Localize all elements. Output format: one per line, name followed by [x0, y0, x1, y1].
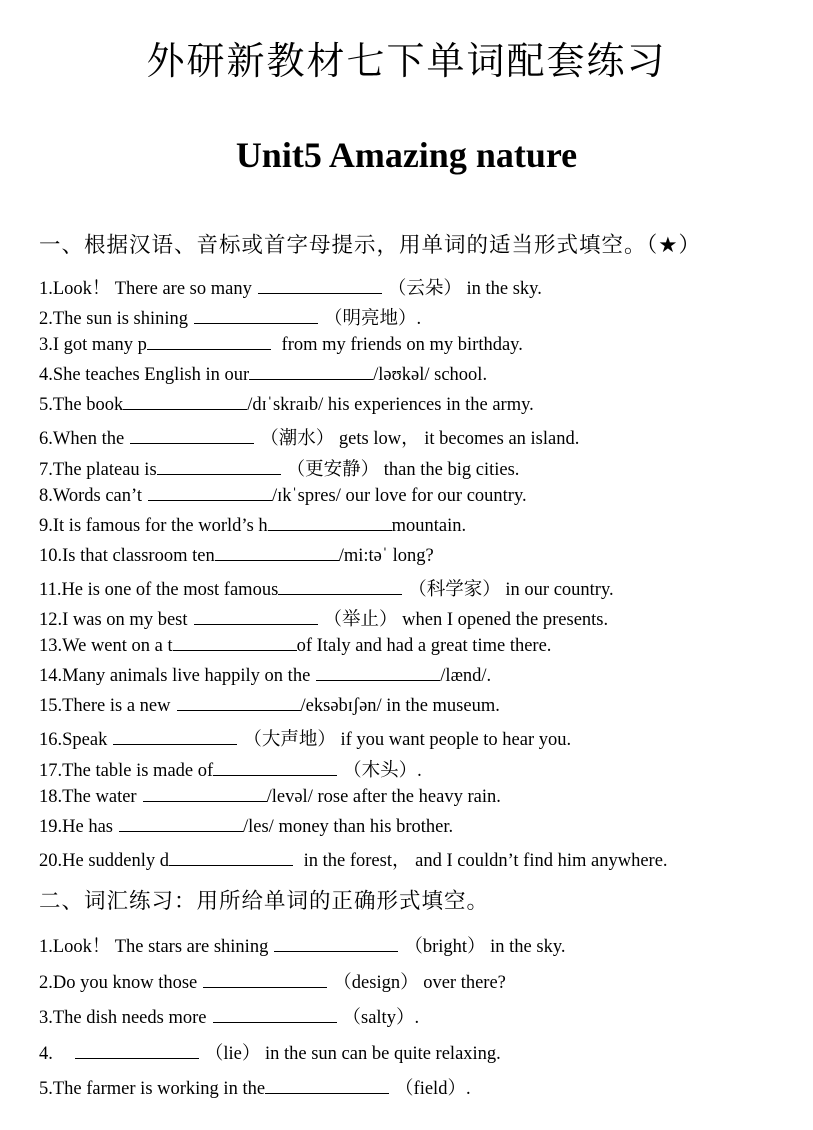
answer-blank[interactable] — [265, 1078, 389, 1094]
question-hint: /lænd/. — [440, 666, 492, 687]
question-hint: （design） over there? — [333, 972, 506, 993]
answer-blank[interactable] — [130, 428, 254, 444]
question-text: 1.Look！ The stars are shining — [39, 937, 269, 957]
answer-blank[interactable] — [194, 609, 318, 625]
answer-blank[interactable] — [249, 364, 373, 380]
answer-blank[interactable] — [258, 278, 382, 294]
question-hint: /les/ money than his brother. — [242, 816, 454, 837]
question-hint: /eksəbɪʃən/ in the museum. — [300, 696, 500, 717]
question-hint: /levəl/ rose after the heavy rain. — [266, 786, 501, 807]
question-text: 16.Speak — [39, 730, 108, 751]
question-item — [39, 334, 668, 364]
question-item — [39, 1074, 566, 1110]
question-hint: （科学家） in our country. — [408, 579, 614, 600]
page-title: 外研新教材七下单词配套练习 — [146, 39, 667, 83]
question-hint: in the forest， and I couldn’t find him anywhere. — [299, 850, 668, 871]
answer-blank[interactable] — [203, 972, 327, 988]
question-item — [39, 394, 668, 424]
question-item — [39, 515, 668, 545]
question-hint: （明亮地）. — [324, 309, 422, 330]
question-text: 1.Look！ There are so many — [39, 279, 252, 299]
question-text: 20.He suddenly d — [39, 850, 169, 871]
answer-blank[interactable] — [274, 936, 398, 952]
answer-blank[interactable] — [213, 760, 337, 776]
answer-blank[interactable] — [278, 579, 402, 595]
question-hint: of Italy and had a great time there. — [296, 636, 552, 657]
answer-blank[interactable] — [268, 515, 392, 531]
answer-blank[interactable] — [177, 695, 301, 711]
question-text: 6.When the — [39, 429, 125, 450]
question-hint: /ləʊkəl/ school. — [373, 365, 488, 386]
question-text: 7.The plateau is — [39, 459, 157, 480]
answer-blank[interactable] — [215, 545, 339, 561]
question-hint: （更安静） than the big cities. — [286, 459, 520, 480]
question-item — [39, 786, 668, 816]
question-item — [39, 575, 668, 605]
answer-blank[interactable] — [113, 729, 237, 745]
question-text: 13.We went on a t — [39, 636, 173, 657]
question-text: 18.The water — [39, 786, 137, 807]
answer-blank[interactable] — [213, 1007, 337, 1023]
answer-blank[interactable] — [148, 485, 272, 501]
question-item — [39, 1003, 566, 1039]
answer-blank[interactable] — [123, 394, 247, 410]
question-item — [39, 424, 668, 454]
question-hint: /dɪˈskraɪb/ his experiences in the army. — [247, 395, 534, 416]
question-hint: （云朵） in the sky. — [387, 279, 542, 299]
answer-blank[interactable] — [143, 786, 267, 802]
answer-blank[interactable] — [316, 665, 440, 681]
question-item — [39, 304, 668, 334]
question-hint: mountain. — [391, 515, 467, 536]
answer-blank[interactable] — [194, 308, 318, 324]
question-hint: /ɪkˈspres/ our love for our country. — [271, 485, 527, 506]
question-item — [39, 455, 668, 485]
question-item — [39, 846, 668, 876]
question-item — [39, 364, 668, 394]
question-item — [39, 695, 668, 725]
question-hint: （lie） in the sun can be quite relaxing. — [204, 1043, 501, 1064]
question-item — [39, 605, 668, 635]
question-hint: （潮水） gets low， it becomes an island. — [260, 429, 580, 450]
question-text: 17.The table is made of — [39, 760, 214, 781]
question-hint: /mi:təˈ long? — [338, 545, 434, 566]
question-text: 3.I got many p — [39, 335, 147, 356]
question-text: 8.Words can’t — [39, 485, 142, 506]
question-item — [39, 816, 668, 846]
question-item — [39, 725, 668, 755]
section-1-questions — [39, 274, 668, 876]
question-item — [39, 1039, 566, 1075]
question-hint: from my friends on my birthday. — [276, 335, 523, 356]
question-hint: （木头）. — [343, 760, 422, 781]
question-text: 11.He is one of the most famous — [39, 579, 279, 600]
answer-blank[interactable] — [147, 334, 271, 350]
question-text: 4. — [39, 1043, 53, 1064]
question-item — [39, 485, 668, 515]
answer-blank[interactable] — [75, 1043, 199, 1059]
question-hint: （salty）. — [342, 1008, 420, 1029]
section-2-heading: 二、词汇练习：用所给单词的正确形式填空。 — [39, 889, 490, 914]
question-text: 12.I was on my best — [39, 610, 188, 631]
question-item — [39, 635, 668, 665]
question-hint: （field）. — [395, 1079, 471, 1100]
question-text: 4.She teaches English in our — [39, 365, 250, 386]
question-item — [39, 274, 668, 304]
section-1-heading: 一、根据汉语、音标或首字母提示，用单词的适当形式填空。（★） — [39, 233, 702, 258]
question-text: 5.The farmer is working in the — [39, 1079, 266, 1100]
question-hint: （大声地） if you want people to hear you. — [243, 730, 572, 751]
question-text: 10.Is that classroom ten — [39, 545, 215, 566]
question-text: 14.Many animals live happily on the — [39, 666, 311, 687]
answer-blank[interactable] — [173, 635, 297, 651]
answer-blank[interactable] — [157, 459, 281, 475]
question-hint: （举止） when I opened the presents. — [323, 610, 609, 631]
section-2-questions — [39, 932, 566, 1110]
question-text: 9.It is famous for the world’s h — [39, 515, 268, 536]
answer-blank[interactable] — [119, 816, 243, 832]
question-hint: （bright） in the sky. — [404, 937, 566, 957]
question-item — [39, 932, 566, 968]
question-text: 19.He has — [39, 816, 113, 837]
unit-title: Unit5 Amazing nature — [235, 135, 578, 175]
question-item — [39, 545, 668, 575]
question-item — [39, 756, 668, 786]
question-item — [39, 968, 566, 1004]
answer-blank[interactable] — [169, 850, 293, 866]
question-text: 2.The sun is shining — [39, 309, 189, 330]
question-text: 2.Do you know those — [39, 972, 198, 993]
question-text: 15.There is a new — [39, 696, 171, 717]
question-text: 3.The dish needs more — [39, 1008, 207, 1029]
question-text: 5.The book — [39, 395, 124, 416]
question-item — [39, 665, 668, 695]
